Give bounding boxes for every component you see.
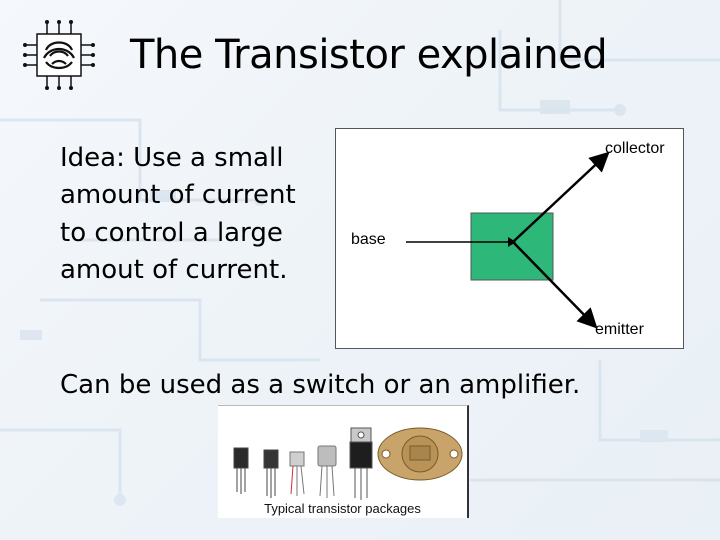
idea-line: amout of current.: [60, 255, 288, 286]
chip-icon: [22, 20, 96, 90]
to3-transistor: [378, 428, 462, 480]
idea-line: Idea: Use a small: [60, 143, 284, 173]
to39-transistor: [318, 446, 336, 498]
idea-line: to control a large: [60, 217, 283, 248]
to220-transistor: [350, 428, 372, 500]
transistor-packages-photo: [218, 405, 469, 518]
collector-label: collector: [605, 140, 665, 157]
summary-text: Can be used as a switch or an amplifier.: [60, 370, 581, 400]
emitter-label: emitter: [595, 321, 644, 338]
idea-line: amount of current: [60, 180, 296, 211]
collector-arrow: [514, 155, 606, 241]
slide-title: The Transistor explained: [130, 32, 608, 78]
base-label: base: [351, 231, 386, 248]
idea-text: [60, 140, 330, 290]
emitter-arrow: [514, 243, 594, 325]
photo-caption: Typical transistor packages: [264, 501, 421, 516]
transistor-diagram: [335, 128, 684, 349]
to92-transistor: [234, 448, 248, 494]
to92-transistor: [264, 450, 278, 498]
to18-transistor: [290, 452, 304, 496]
